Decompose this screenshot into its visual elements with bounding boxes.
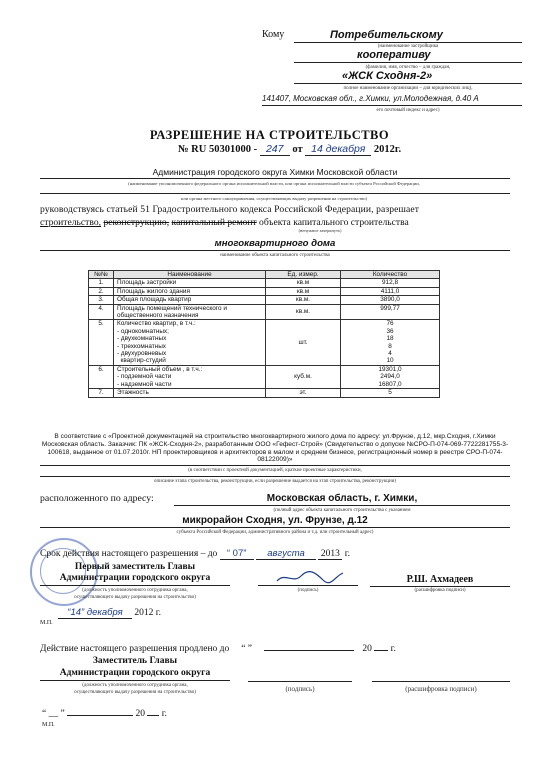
addressee-caption-1: (наименование застройщика [377, 44, 439, 49]
row-quantity-value: 76 [386, 320, 394, 328]
addressee-line-3: «ЖСК Сходня-2» [342, 70, 433, 82]
signer1-signature [275, 570, 345, 584]
row-number: 7. [89, 389, 114, 397]
row-unit: кв.м [266, 287, 341, 295]
location-caption-1: (полный адрес объекта капитального строительства с указанием [273, 508, 411, 513]
extension-caption-name: (расшифровка подписи) [405, 685, 477, 693]
row-name-line: Общая площадь квартир [117, 296, 192, 304]
location-line-1: Московская область, г. Химки, [266, 493, 418, 504]
validity-month: августа [256, 548, 316, 560]
object-caption: наименование объекта капитального строительства [220, 253, 330, 258]
row-quantity [341, 389, 440, 397]
row-name-line: общественного назначения [117, 312, 199, 320]
table-header-row [89, 271, 440, 279]
authority-name: Администрация городского округа Химки Московской области [152, 167, 398, 177]
row-name [114, 365, 266, 388]
signer1-position-1: Первый заместитель Главы [74, 562, 196, 572]
basis-text-2: объекта капитального строительства [259, 217, 409, 228]
row-quantity-value: 999,77 [380, 304, 400, 312]
row-name-line: - трехкомнатных [117, 342, 166, 350]
extension-date-month-blank [67, 706, 133, 716]
extension-date-year-blank [147, 706, 159, 716]
table-row [89, 287, 440, 295]
row-number: 4. [89, 304, 114, 320]
row-quantity-value: 18 [386, 335, 394, 343]
signer1-caption-name: (расшифровка подписи) [414, 588, 466, 593]
signer1-date-year: 2012 [134, 608, 154, 618]
row-name-line: Количество квартир, в т.ч.: [117, 320, 196, 328]
row-name-line: - двухуровневых [117, 350, 167, 358]
validity-text: Срок действия настоящего разрешения – до [40, 549, 218, 559]
permit-from-label: от [292, 144, 303, 155]
to-label: Кому [262, 29, 285, 40]
addressee-line-2: кооперативу [357, 49, 431, 61]
row-name [114, 304, 266, 320]
row-name-line: - двухкомнатных [117, 335, 167, 343]
addressee-line-1: Потребительскому [330, 29, 443, 41]
table-row [89, 296, 440, 304]
row-name [114, 287, 266, 295]
project-note: В соответствие с «Проектной документацией на строительство многоквартирного жилого дома по адресу: ул.Фрунзе, д.12, мкр.Сходня, г.Химки Московская область. Заказчик: ПК «ЖСК-Сходня-2», разработанным ООО «Гефест-Строй» (Свидетельство о допуске №СРО-П-074-069-7722281755-3-100618, выданное от 01.07.2010г. НП проектировщиков и архитекторов в малом и среднем бизнесе, регистрационный номер в реестре СРО-П-074-08122009)» [41, 433, 509, 464]
row-quantity-value: 2494,0 [380, 373, 400, 381]
project-caption-2: описание этапа строительства, реконструкции, если разрешение выдается на этап строительства, реконструкции) [154, 479, 396, 484]
location-line-2: микрорайон Сходня, ул. Фрунзе, д.12 [182, 515, 368, 526]
row-unit: кв.м. [266, 304, 341, 320]
row-name-line: Площадь помещений технического и [117, 304, 227, 312]
signer1-date-line [58, 607, 161, 619]
row-name-line: квартир-студий [117, 357, 166, 365]
row-number: 5. [89, 320, 114, 365]
signature-scribble-icon [275, 570, 345, 584]
signer1-date-suffix: г. [155, 608, 161, 618]
header-quantity: Количество [341, 271, 440, 279]
row-number: 3. [89, 296, 114, 304]
row-quantity [341, 320, 440, 365]
row-name-line: Площадь застройки [117, 279, 177, 287]
permit-date-handwritten: 14 декабря [305, 143, 371, 156]
row-name-line: - подземной части [117, 373, 172, 381]
row-quantity-value: 5 [388, 389, 392, 397]
header-unit: Ед. измер. [266, 271, 341, 279]
row-number: 1. [89, 279, 114, 287]
extension-line [40, 641, 510, 654]
extension-date-line [42, 706, 167, 719]
table-row [89, 389, 440, 397]
row-name [114, 389, 266, 397]
row-unit: шт. [266, 320, 341, 365]
validity-line [40, 548, 510, 560]
extension-year-blank [374, 641, 388, 651]
addressee-caption-2: (фамилия, имя, отчество – для граждан, [365, 65, 451, 70]
project-caption-1: (в соответствии с проектной документацией, краткие проектные характеристики, [188, 468, 362, 473]
option-repair: капитальный ремонт [171, 217, 257, 228]
signer1-caption-position-1: (должность уполномоченного сотрудника органа, [82, 588, 188, 593]
row-unit: кв.м. [266, 296, 341, 304]
page-title: РАЗРЕШЕНИЕ НА СТРОИТЕЛЬСТВО [149, 128, 390, 142]
row-quantity-value: 4 [388, 350, 392, 358]
extension-position-1: Заместитель Главы [92, 656, 178, 666]
row-name-line: Площадь жилого здания [117, 287, 190, 295]
row-unit: эт. [266, 389, 341, 397]
row-unit: кв.м [266, 279, 341, 287]
validity-day: “ 07” [220, 548, 254, 560]
extension-date-day: “ __ ” [42, 709, 65, 719]
authority-caption-2: или органа местного самоуправления, осуществляющих выдачу разрешения на строительство) [180, 196, 368, 201]
extension-caption-position-1: (должность уполномоченного сотрудника органа, [82, 683, 188, 688]
row-name-line: - однокомнатных; [117, 327, 169, 335]
row-number: 6. [89, 365, 114, 388]
signer1-mp: М.П. [40, 620, 53, 626]
row-name [114, 279, 266, 287]
row-quantity [341, 304, 440, 320]
extension-month-blank [264, 641, 354, 651]
row-quantity [341, 365, 440, 388]
row-unit: куб.м. [266, 365, 341, 388]
row-name [114, 320, 266, 365]
option-construction: строительство, [40, 217, 102, 228]
addressee-line-4: 141407, Московская обл., г.Химки, ул.Молодежная, д.40 А [262, 94, 479, 103]
options-caption: (ненужное зачеркнуть) [298, 228, 342, 233]
row-quantity-value: 4111,0 [380, 287, 400, 295]
location-label: расположенного по адресу: [40, 493, 154, 504]
header-name: Наименование [114, 271, 266, 279]
extension-caption-position-2: осуществляющего выдачу разрешения на строительство) [74, 690, 196, 695]
row-name-line: Строительный объем , в т.ч.: [117, 365, 203, 373]
validity-year-suffix: г. [344, 549, 350, 559]
row-quantity-value: 16807,0 [378, 380, 402, 388]
extension-suffix: г. [390, 644, 396, 654]
extension-text: Действие настоящего разрешения продлено до [40, 644, 230, 654]
row-quantity-value: 8 [388, 342, 392, 350]
row-quantity-value: 36 [386, 327, 394, 335]
table-row [89, 365, 440, 388]
row-quantity-value: 3890,0 [380, 296, 400, 304]
extension-caption-sign: (подпись) [285, 685, 315, 693]
extension-date-year: 20 [135, 709, 145, 719]
validity-year: 2013 [318, 549, 342, 560]
addressee-caption-4: его почтовый индекс и адрес) [376, 108, 440, 113]
signer1-caption-position-2: осуществляющего выдачу разрешения на строительство) [74, 595, 196, 600]
row-name-line: Этажность [117, 389, 149, 397]
basis-line-2 [40, 217, 520, 228]
row-quantity [341, 279, 440, 287]
permit-number-prefix: № RU 50301000 - [178, 144, 258, 155]
location-caption-2: субъекта Российской Федерации, административного района и т.д. или строительный адрес) [176, 530, 374, 535]
extension-mp: М.П. [42, 722, 55, 728]
extension-date-suffix: г. [161, 709, 167, 719]
signer1-position-2: Администрации городского округа [59, 573, 211, 583]
row-name [114, 296, 266, 304]
characteristics-table [88, 270, 440, 398]
authority-caption-1: (наименование уполномоченного федерального органа исполнительной власти, или органа исполнительной власти субъекта Российской Федерации, [128, 181, 420, 186]
header-number: №№ [89, 271, 114, 279]
signer1-caption-sign: (подпись) [297, 588, 319, 593]
extension-day: “ ” [241, 644, 253, 654]
row-quantity [341, 296, 440, 304]
row-number: 2. [89, 287, 114, 295]
permit-number-line [178, 143, 408, 159]
addressee-block [262, 26, 522, 126]
row-name-line: - надземной части [117, 380, 172, 388]
table-row [89, 320, 440, 365]
option-reconstruction: реконструкцию, [103, 217, 170, 228]
row-quantity-value: 912,8 [382, 279, 398, 287]
row-quantity-value: 10 [386, 357, 394, 365]
row-quantity-value: 19301,0 [378, 365, 402, 373]
row-quantity [341, 287, 440, 295]
table-row [89, 279, 440, 287]
object-name: многоквартирного дома [214, 238, 336, 249]
extension-position-2: Администрации городского округа [59, 668, 211, 678]
addressee-caption-3: полное наименование организации – для юридических лиц), [343, 86, 473, 91]
signer1-date-handwritten: “14” декабря [58, 607, 132, 619]
extension-year: 20 [362, 644, 372, 654]
permit-year: 2012г. [373, 144, 402, 155]
permit-number-handwritten: 247 [260, 143, 290, 156]
basis-text-1: руководствуясь статьей 51 Градостроительного кодекса Российской Федерации, разрешает [40, 204, 419, 215]
signer1-name: Р.Ш. Ахмадеев [406, 574, 474, 585]
table-row [89, 304, 440, 320]
